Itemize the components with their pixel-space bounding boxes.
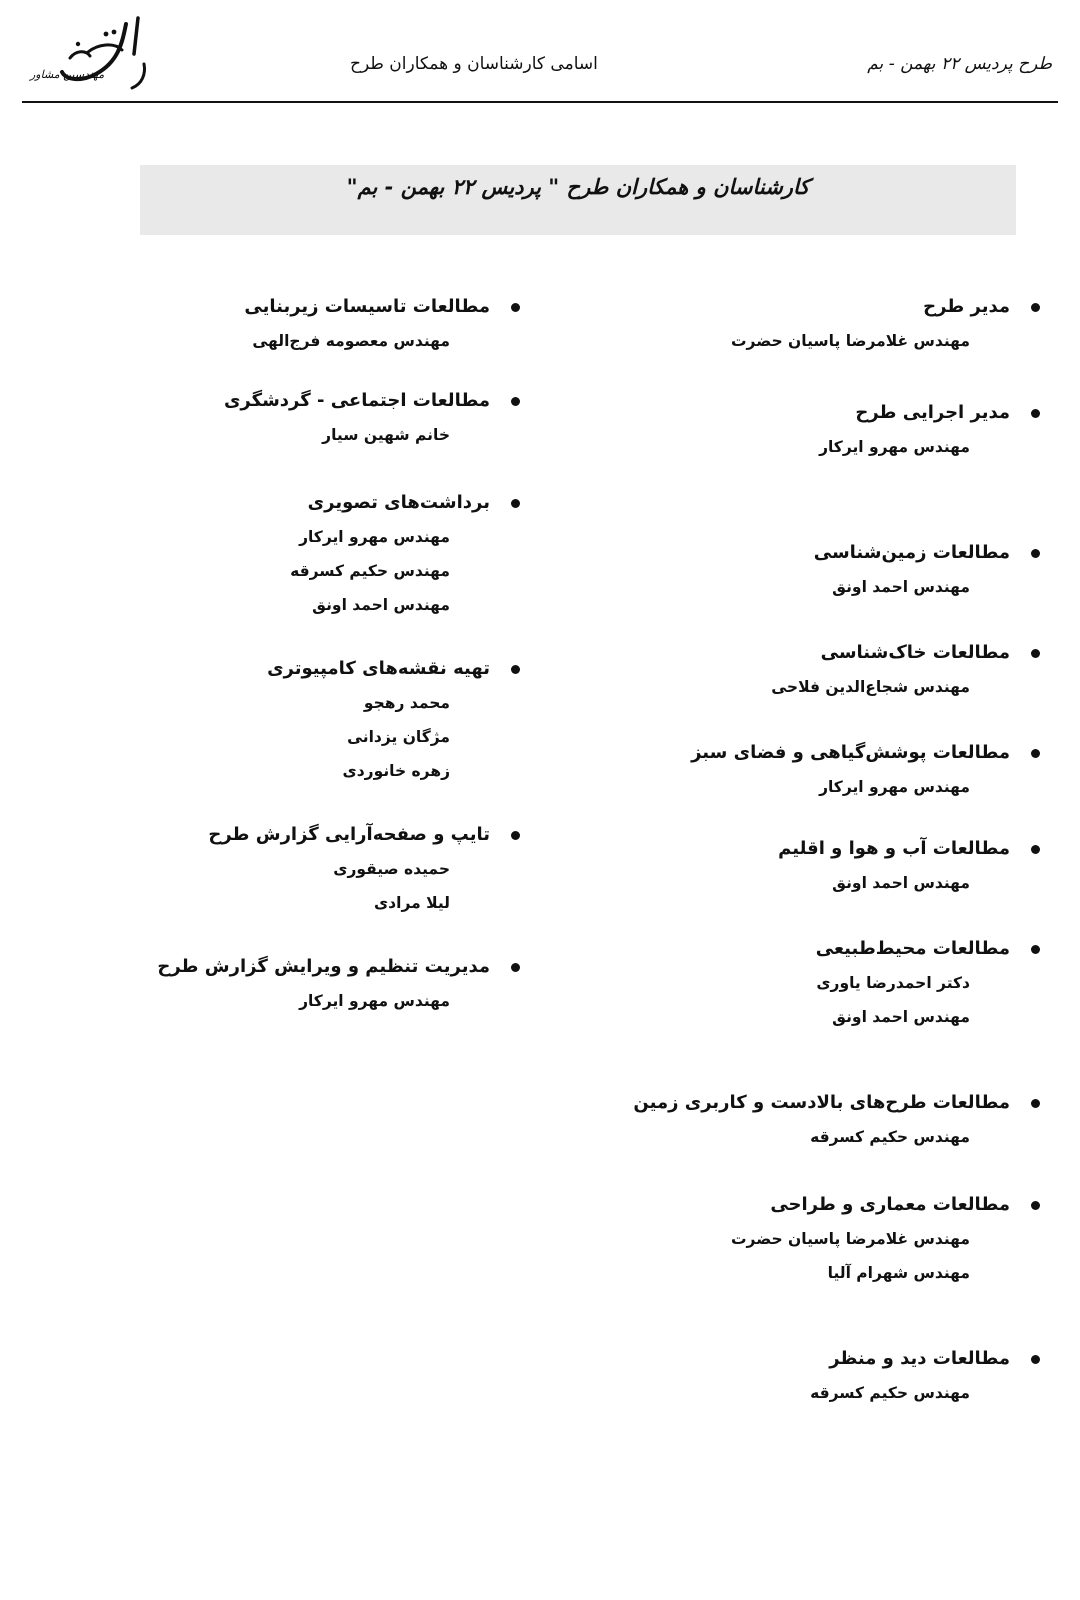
section-heading-text: مطالعات زمین‌شناسی: [813, 542, 1010, 563]
staff-name: مهندس حکیم کسرقه: [810, 1128, 970, 1146]
staff-name: مهندس شهرام آلیا: [827, 1264, 970, 1282]
staff-section: [524, 1188, 1044, 1290]
section-heading: [524, 290, 1044, 324]
section-heading: [524, 636, 1044, 670]
bullet-icon: [1031, 649, 1040, 658]
section-heading: [84, 486, 524, 520]
staff-name: خانم شهین سیار: [322, 426, 450, 444]
section-heading-text: مدیر اجرایی طرح: [855, 402, 1010, 423]
staff-name: محمد رهجو: [363, 694, 450, 712]
bullet-icon: [511, 665, 520, 674]
staff-name: مهندس احمد اونق: [832, 578, 970, 596]
staff-section: [524, 290, 1044, 358]
bullet-icon: [1031, 1355, 1040, 1364]
bullet-icon: [1031, 749, 1040, 758]
staff-name: مهندس غلامرضا پاسیان حضرت: [730, 1230, 970, 1248]
section-heading: [84, 384, 524, 418]
section-heading: [524, 932, 1044, 966]
section-heading: [524, 1086, 1044, 1120]
section-heading-text: تهیه نقشه‌های کامپیوتری: [267, 658, 490, 679]
page-title: کارشناسان و همکاران طرح " پردیس ۲۲ بهمن - بم": [346, 175, 810, 199]
staff-name: مهندس حکیم کسرقه: [290, 562, 450, 580]
staff-name: مهندس حکیم کسرقه: [810, 1384, 970, 1402]
section-heading: [524, 396, 1044, 430]
staff-name: مهندس احمد اونق: [312, 596, 450, 614]
staff-name: دکتر احمدرضا یاوری: [816, 974, 970, 992]
staff-name: مهندس مهرو ایرکار: [819, 438, 970, 456]
staff-section: [84, 290, 524, 358]
staff-name: مهندس مهرو ایرکار: [299, 992, 450, 1010]
staff-name: مهندس مهرو ایرکار: [299, 528, 450, 546]
bullet-icon: [1031, 1201, 1040, 1210]
section-heading: [84, 652, 524, 686]
section-heading: [524, 736, 1044, 770]
staff-name: مهندس مهرو ایرکار: [819, 778, 970, 796]
staff-name: مهندس معصومه فرج‌الهی: [252, 332, 450, 350]
staff-section: [84, 486, 524, 622]
bullet-icon: [1031, 549, 1040, 558]
section-heading-text: برداشت‌های تصویری: [307, 492, 490, 513]
staff-name: مهندس احمد اونق: [832, 874, 970, 892]
section-heading-text: مطالعات محیط‌طبیعی: [815, 938, 1010, 959]
staff-name: مهندس غلامرضا پاسیان حضرت: [730, 332, 970, 350]
staff-section: [524, 636, 1044, 704]
section-heading: [524, 1342, 1044, 1376]
right-column: [524, 290, 1044, 1410]
bullet-icon: [1031, 845, 1040, 854]
staff-name: مهندس احمد اونق: [832, 1008, 970, 1026]
section-heading: [84, 290, 524, 324]
bullet-icon: [1031, 1099, 1040, 1108]
section-heading-text: مدیر طرح: [923, 296, 1010, 317]
title-banner: [140, 165, 1016, 235]
bullet-icon: [511, 397, 520, 406]
page-header: [0, 0, 1080, 104]
staff-name: مژگان یزدانی: [347, 728, 450, 746]
section-heading: [84, 950, 524, 984]
section-heading: [524, 832, 1044, 866]
staff-section: [524, 736, 1044, 804]
bullet-icon: [1031, 409, 1040, 418]
logo-caption: مهندسین مشاور: [30, 68, 105, 81]
company-logo-icon: [26, 14, 156, 94]
staff-name: لیلا مرادی: [373, 894, 450, 912]
bullet-icon: [1031, 945, 1040, 954]
section-heading-text: مطالعات دید و منظر: [829, 1348, 1010, 1369]
staff-name: زهره خانوردی: [342, 762, 450, 780]
staff-section: [524, 832, 1044, 900]
section-heading-text: مطالعات پوشش‌گیاهی و فضای سبز: [691, 742, 1010, 763]
section-heading-text: مطالعات آب و هوا و اقلیم: [778, 838, 1010, 859]
staff-section: [524, 536, 1044, 604]
staff-section: [524, 1086, 1044, 1154]
staff-section: [524, 932, 1044, 1034]
bullet-icon: [511, 831, 520, 840]
staff-section: [84, 384, 524, 452]
staff-name: مهندس شجاع‌الدین فلاحی: [771, 678, 970, 696]
section-heading-text: مطالعات اجتماعی - گردشگری: [223, 390, 490, 411]
bullet-icon: [1031, 303, 1040, 312]
section-heading: [524, 1188, 1044, 1222]
section-heading: [84, 818, 524, 852]
staff-section: [84, 652, 524, 788]
section-heading: [524, 536, 1044, 570]
section-heading-text: مطالعات خاک‌شناسی: [820, 642, 1010, 663]
bullet-icon: [511, 303, 520, 312]
header-project-title: طرح پردیس ۲۲ بهمن - بم: [867, 54, 1052, 74]
staff-section: [524, 1342, 1044, 1410]
section-heading-text: مطالعات معماری و طراحی: [770, 1194, 1010, 1215]
header-divider: [22, 101, 1058, 103]
section-heading-text: مطالعات طرح‌های بالادست و کاربری زمین: [633, 1092, 1010, 1113]
section-heading-text: تایپ و صفحه‌آرایی گزارش طرح: [208, 824, 490, 845]
header-center-title: اسامی کارشناسان و همکاران طرح: [350, 54, 598, 74]
staff-section: [84, 950, 524, 1018]
left-column: [84, 290, 524, 1018]
staff-name: حمیده صیقوری: [333, 860, 450, 878]
staff-section: [84, 818, 524, 920]
section-heading-text: مطالعات تاسیسات زیربنایی: [244, 296, 490, 317]
section-heading-text: مدیریت تنظیم و ویرایش گزارش طرح: [157, 956, 490, 977]
staff-section: [524, 396, 1044, 464]
bullet-icon: [511, 499, 520, 508]
bullet-icon: [511, 963, 520, 972]
